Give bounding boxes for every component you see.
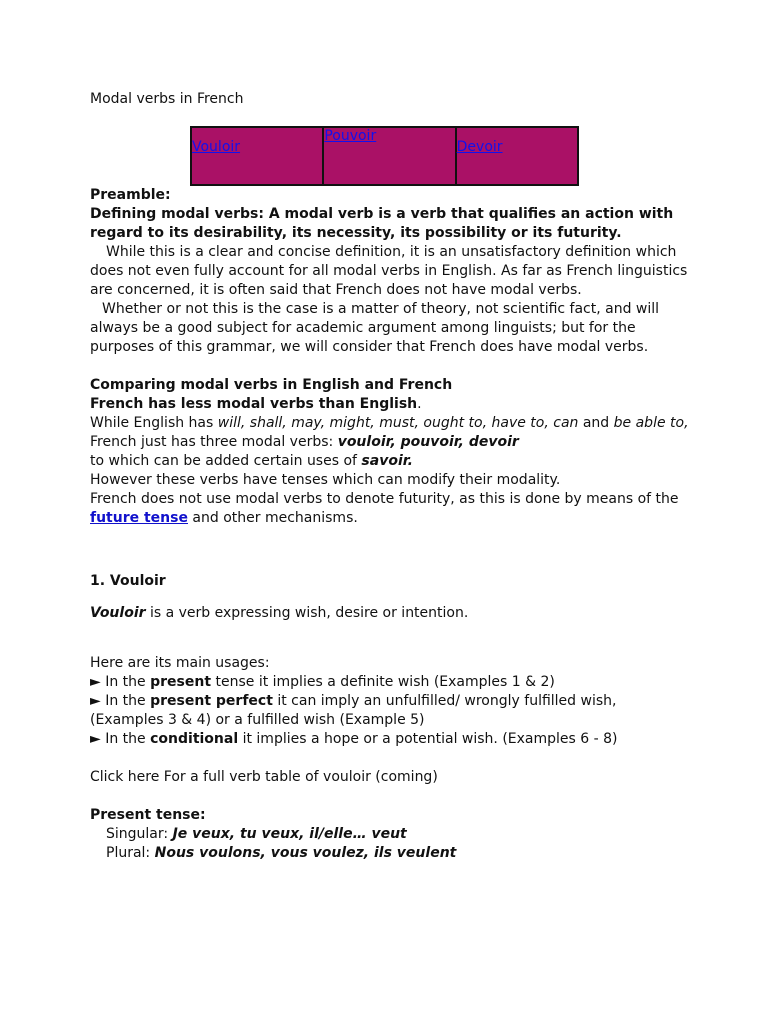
savoir-line: to which can be added certain uses of savoir. (90, 453, 413, 469)
usages-intro: Here are its main usages: (90, 655, 270, 671)
page-title: Modal verbs in French (90, 91, 244, 107)
nav-link-devoir[interactable]: Devoir (456, 139, 503, 155)
tenses-line: However these verbs have tenses which can modify their modality. (90, 472, 561, 488)
future-tense-link[interactable]: future tense (90, 510, 188, 526)
vouloir-description: Vouloir is a verb expressing wish, desire or intention. (90, 605, 469, 621)
nav-link-vouloir[interactable]: Vouloir (192, 139, 241, 155)
nav-cell-pouvoir (323, 127, 455, 185)
comparing-heading: Comparing modal verbs in English and French (90, 377, 453, 393)
preamble-para-1: While this is a clear and concise definition, it is an unsatisfactory definition which does not even fully account for all modal verbs in English. As far as French linguistics are concerned, it is often said that French does not have modal verbs. (90, 244, 688, 298)
verb-table-link[interactable]: Click here For a full verb table of vouloir (coming) (90, 769, 438, 785)
singular-line: Singular: Je veux, tu veux, il/elle… veut (106, 826, 407, 842)
futurity-line: French does not use modal verbs to denote futurity, as this is done by means of the future tense and other mechanisms. (90, 491, 679, 526)
preamble-para-2: Whether or not this is the case is a matter of theory, not scientific fact, and will always be a good subject for academic argument among linguists; but for the purposes of this grammar, we will consider that French does have modal verbs. (90, 301, 660, 355)
plural-line: Plural: Nous voulons, vous voulez, ils veulent (106, 845, 457, 861)
comparing-subheading: French has less modal verbs than English. (90, 396, 422, 412)
english-verbs-line: While English has will, shall, may, might, must, ought to, have to, can and be able to, (90, 415, 689, 431)
preamble-heading: Preamble: (90, 187, 171, 203)
usage-present: ► In the present tense it implies a definite wish (Examples 1 & 2) (90, 674, 555, 690)
nav-cell-devoir (456, 127, 578, 185)
usage-conditional: ► In the conditional it implies a hope or a potential wish. (Examples 6 - 8) (90, 731, 618, 747)
definition-text: Defining modal verbs: A modal verb is a verb that qualifies an action with regard to its desirability, its necessity, its possibility or its futurity. (90, 206, 674, 241)
nav-cell-vouloir (191, 127, 323, 185)
document-page (90, 90, 690, 863)
usage-present-perfect: ► In the present perfect it can imply an unfulfilled/ wrongly fulfilled wish, (Examples 3 & 4) or a fulfilled wish (Example 5) (90, 693, 617, 728)
nav-link-pouvoir[interactable]: Pouvoir (324, 128, 377, 144)
verb-nav-table (190, 126, 579, 186)
section-heading-vouloir: 1. Vouloir (90, 573, 166, 589)
french-verbs-line: French just has three modal verbs: vouloir, pouvoir, devoir (90, 434, 519, 450)
present-tense-heading: Present tense: (90, 807, 206, 823)
